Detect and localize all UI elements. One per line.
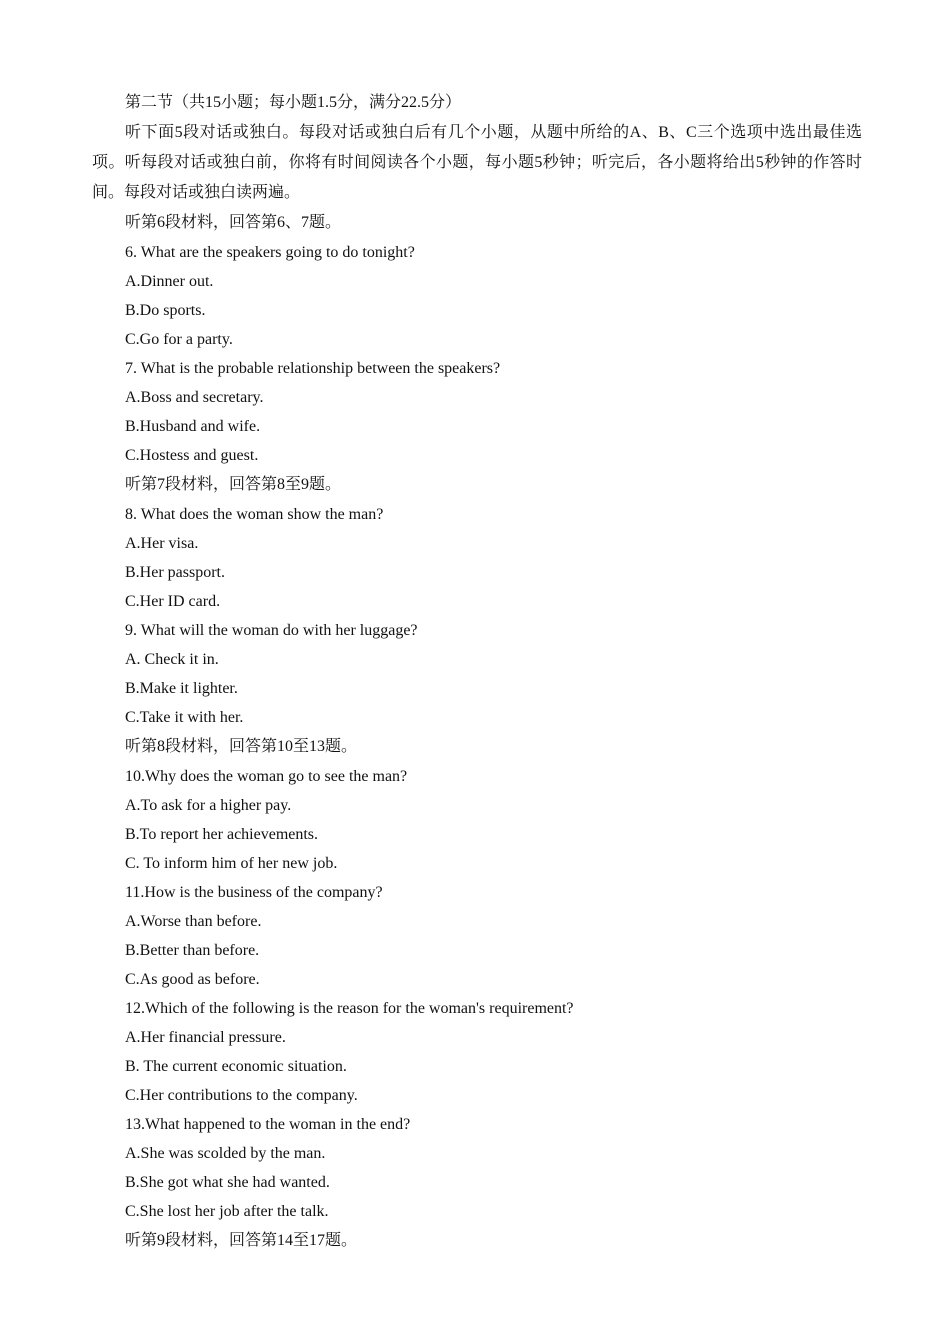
question-13: 13.What happened to the woman in the end? [125, 1116, 411, 1133]
question-7-option-a: A.Boss and secretary. [125, 389, 264, 406]
question-7-option-b: B.Husband and wife. [125, 418, 261, 435]
question-10-option-c: C. To inform him of her new job. [125, 855, 338, 872]
question-6-option-a: A.Dinner out. [125, 273, 214, 290]
question-13-option-a: A.She was scolded by the man. [125, 1145, 326, 1162]
question-12-option-c: C.Her contributions to the company. [125, 1087, 358, 1104]
question-8-option-a: A.Her visa. [125, 535, 199, 552]
question-11: 11.How is the business of the company? [125, 884, 383, 901]
question-11-option-b: B.Better than before. [125, 942, 260, 959]
question-10: 10.Why does the woman go to see the man? [125, 768, 408, 785]
question-9-option-a: A. Check it in. [125, 651, 219, 668]
material-7-heading: 听第7段材料，回答第8至9题。 [125, 476, 342, 493]
question-13-option-c: C.She lost her job after the talk. [125, 1203, 329, 1220]
material-8-heading: 听第8段材料，回答第10至13题。 [125, 738, 358, 755]
question-9-option-b: B.Make it lighter. [125, 680, 238, 697]
question-6-option-b: B.Do sports. [125, 302, 206, 319]
material-6-heading: 听第6段材料，回答第6、7题。 [125, 214, 342, 231]
question-6: 6. What are the speakers going to do tonight? [125, 244, 415, 261]
question-9: 9. What will the woman do with her luggage? [125, 622, 418, 639]
question-10-option-b: B.To report her achievements. [125, 826, 319, 843]
question-6-option-c: C.Go for a party. [125, 331, 233, 348]
question-12-option-a: A.Her financial pressure. [125, 1029, 286, 1046]
question-8-option-b: B.Her passport. [125, 564, 225, 581]
question-7-option-c: C.Hostess and guest. [125, 447, 259, 464]
question-11-option-c: C.As good as before. [125, 971, 260, 988]
exam-page [92, 88, 862, 1256]
instructions: 听下面5段对话或独白。每段对话或独白后有几个小题，从题中所给的A、B、C三个选项中选出最佳选项。听每段对话或独白前，你将有时间阅读各个小题，每小题5秒钟；听完后，各小题将给出5秒钟的作答时间。每段对话或独白读两遍。 [92, 124, 862, 201]
question-11-option-a: A.Worse than before. [125, 913, 262, 930]
question-12-option-b: B. The current economic situation. [125, 1058, 347, 1075]
question-8: 8. What does the woman show the man? [125, 506, 384, 523]
question-9-option-c: C.Take it with her. [125, 709, 244, 726]
question-12: 12.Which of the following is the reason for the woman's requirement? [125, 1000, 574, 1017]
question-8-option-c: C.Her ID card. [125, 593, 221, 610]
question-7: 7. What is the probable relationship between the speakers? [125, 360, 501, 377]
material-9-heading: 听第9段材料，回答第14至17题。 [125, 1232, 358, 1249]
question-13-option-b: B.She got what she had wanted. [125, 1174, 330, 1191]
question-10-option-a: A.To ask for a higher pay. [125, 797, 292, 814]
section-heading: 第二节（共15小题；每小题1.5分，满分22.5分） [125, 94, 462, 111]
